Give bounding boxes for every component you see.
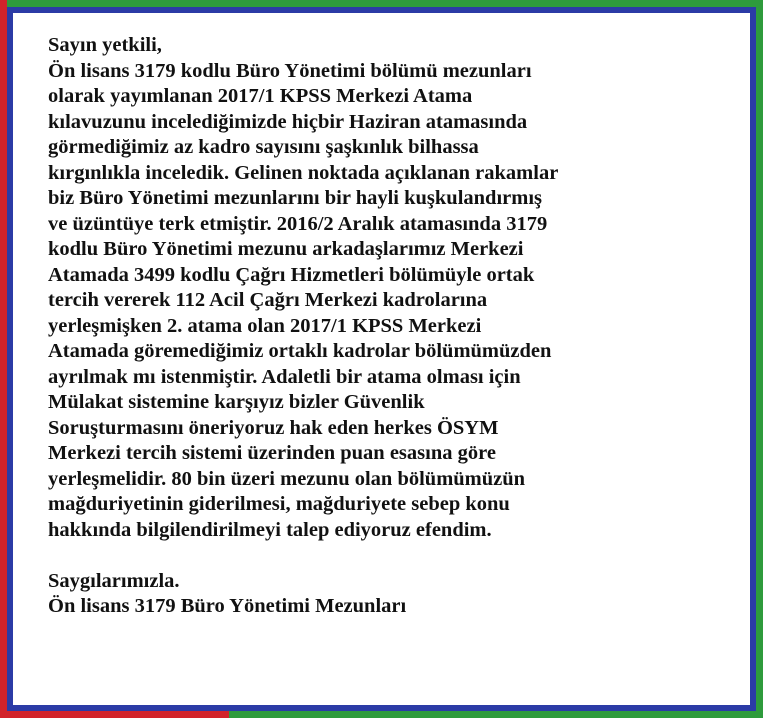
signature: Ön lisans 3179 Büro Yönetimi Mezunları <box>48 595 407 617</box>
body-line: Mülakat sistemine karşıyız bizler Güvenlik <box>48 391 425 413</box>
body-line: hakkında bilgilendirilmeyi talep ediyoruz efendim. <box>48 518 492 541</box>
body-line: kılavuzunu incelediğimizde hiçbir Haziran atamasında <box>48 110 528 133</box>
paragraph-gap <box>48 543 728 569</box>
closing: Saygılarımızla. <box>48 569 180 592</box>
body-line: görmediğimiz az kadro sayısını şaşkınlık bilhassa <box>48 136 479 158</box>
body-line: yerleşmelidir. 80 bin üzeri mezunu olan bölümümüzün <box>48 467 526 490</box>
body-line: ayrılmak mı istenmiştir. Adaletli bir atama olması için <box>48 365 521 388</box>
body-line: kırgınlıkla inceledik. Gelinen noktada açıklanan rakamlar <box>48 161 559 184</box>
body-line: Atamada göremediğimiz ortaklı kadrolar bölümümüzden <box>48 340 552 362</box>
body-line: Ön lisans 3179 kodlu Büro Yönetimi bölümü mezunları <box>48 59 532 82</box>
letter-text <box>48 33 728 620</box>
body-line: mağduriyetinin giderilmesi, mağduriyete sebep konu <box>48 493 510 515</box>
body-line: Atamada 3499 kodlu Çağrı Hizmetleri bölümüyle ortak <box>48 263 535 286</box>
body-line: yerleşmişken 2. atama olan 2017/1 KPSS Merkezi <box>48 314 482 337</box>
salutation: Sayın yetkili, <box>48 34 162 56</box>
body-line: ve üzüntüye terk etmiştir. 2016/2 Aralık atamasında 3179 <box>48 212 548 235</box>
body-line: olarak yayımlanan 2017/1 KPSS Merkezi Atama <box>48 85 473 107</box>
body-line: Merkezi tercih sistemi üzerinden puan esasına göre <box>48 442 496 464</box>
body-line: biz Büro Yönetimi mezunlarını bir hayli kuşkulandırmış <box>48 187 542 209</box>
body-line: kodlu Büro Yönetimi mezunu arkadaşlarımız Merkezi <box>48 238 524 260</box>
body-line: tercih vererek 112 Acil Çağrı Merkezi kadrolarına <box>48 289 488 311</box>
body-line: Soruşturmasını öneriyoruz hak eden herkes ÖSYM <box>48 416 499 439</box>
